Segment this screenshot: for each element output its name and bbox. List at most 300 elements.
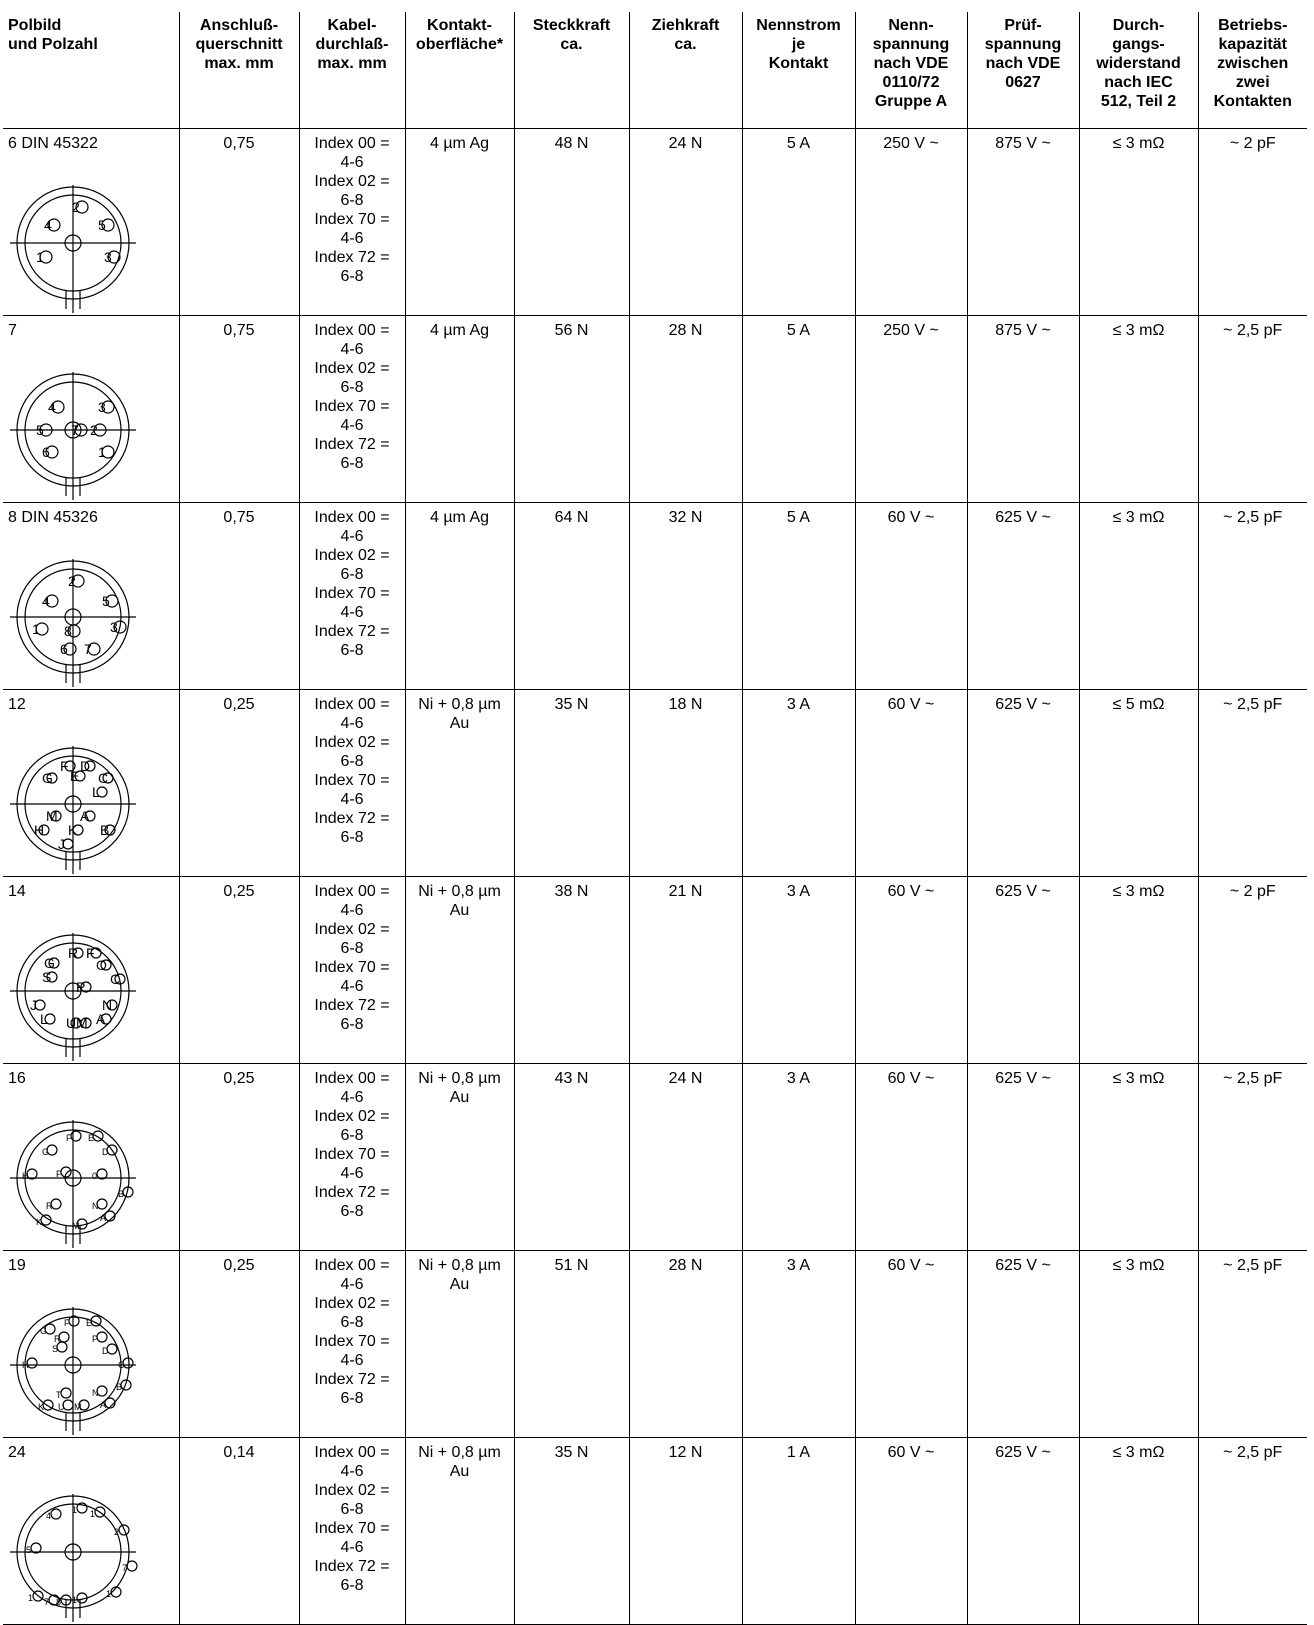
pin-contact: [51, 1199, 61, 1209]
cable-index-line: 4-6: [340, 604, 364, 621]
cell-ziehkraft: [629, 129, 742, 316]
cable-index-line: 4-6: [340, 1539, 364, 1556]
cable-index-line: Index 72 =: [314, 249, 390, 266]
pin-contact: [127, 1561, 137, 1571]
pin-contact: [59, 1332, 69, 1342]
kapazitaet-value: ~ 2,5 pF: [1223, 1257, 1283, 1274]
nennstrom-value: 3 A: [786, 1070, 811, 1087]
kapazitaet-value: ~ 2,5 pF: [1223, 509, 1283, 526]
kapazitaet-value: ~ 2 pF: [1229, 135, 1276, 152]
pin-contact: [97, 1332, 107, 1342]
cell-widerstand: [1079, 1064, 1198, 1251]
cell-querschnitt: [179, 503, 299, 690]
pin-label: 1: [72, 1595, 78, 1605]
nennspannung-value: 60 V ~: [887, 696, 935, 713]
cell-ziehkraft: [629, 690, 742, 877]
cable-index-line: Index 00 =: [314, 1070, 390, 1087]
cable-index-line: Index 70 =: [314, 1333, 390, 1350]
cable-index-line: 6-8: [340, 1127, 364, 1144]
cell-nennstrom: [742, 503, 855, 690]
cable-index-line: 4-6: [340, 1463, 364, 1480]
cell-kapazitaet: [1198, 129, 1307, 316]
cable-index-line: 6-8: [340, 1390, 364, 1407]
querschnitt-value: 0,75: [223, 509, 255, 526]
cable-index-line: Index 72 =: [314, 436, 390, 453]
cable-index-line: Index 02 =: [314, 173, 390, 190]
cell-widerstand: [1079, 316, 1198, 503]
cell-polbild: [3, 129, 179, 316]
cable-index-line: 4-6: [340, 1165, 364, 1182]
cell-kapazitaet: [1198, 690, 1307, 877]
pin-label: 6: [60, 641, 68, 657]
widerstand-value: ≤ 3 mΩ: [1112, 883, 1165, 900]
pin-contact: [107, 1344, 117, 1354]
pin-label: K: [38, 1402, 45, 1412]
cable-index-line: 4-6: [340, 978, 364, 995]
pin-label: M: [46, 808, 58, 824]
nennstrom-value: 5 A: [786, 135, 811, 152]
cell-kabeldurchlass: [299, 316, 405, 503]
polzahl-label: 8 DIN 45326: [8, 509, 98, 526]
cell-nennspannung: [855, 1438, 967, 1625]
cell-widerstand: [1079, 1438, 1198, 1625]
cell-nennspannung: [855, 129, 967, 316]
cable-index-line: 4-6: [340, 791, 364, 808]
table-body: [3, 129, 1307, 1625]
header-widerstand: Durch- gangs- widerstand nach IEC 512, Teil 2: [1079, 12, 1198, 129]
cell-polbild: [3, 1438, 179, 1625]
pin-label: 5: [98, 217, 106, 233]
table-row: [3, 316, 1307, 503]
oberflaeche-value: Ni + 0,8 µm Au: [418, 696, 501, 732]
ziehkraft-value: 18 N: [668, 696, 703, 713]
pin-label: 3: [104, 249, 112, 265]
pin-label: O: [96, 957, 107, 973]
cell-kapazitaet: [1198, 1064, 1307, 1251]
cell-nennstrom: [742, 1251, 855, 1438]
querschnitt-value: 0,25: [223, 1257, 255, 1274]
cable-index-line: 6-8: [340, 1016, 364, 1033]
ziehkraft-value: 21 N: [668, 883, 703, 900]
header-row: [3, 12, 1307, 129]
pin-label: F: [66, 1133, 72, 1143]
nennstrom-value: 1 A: [786, 1444, 811, 1461]
cell-pruefspannung: [967, 129, 1079, 316]
pin-contact: [123, 1358, 133, 1368]
cable-index-line: 4-6: [340, 341, 364, 358]
pin-label: G: [42, 1147, 50, 1157]
kapazitaet-value: ~ 2 pF: [1229, 883, 1276, 900]
cell-ziehkraft: [629, 877, 742, 1064]
pin-label: H: [22, 1171, 29, 1181]
cell-widerstand: [1079, 690, 1198, 877]
cell-kapazitaet: [1198, 877, 1307, 1064]
cell-pruefspannung: [967, 877, 1079, 1064]
cell-nennspannung: [855, 1064, 967, 1251]
pruefspannung-value: 625 V ~: [995, 696, 1051, 713]
cell-kapazitaet: [1198, 316, 1307, 503]
connector-pinout-diagram: [8, 1474, 158, 1624]
cable-index-line: Index 00 =: [314, 135, 390, 152]
pin-label: 4: [42, 593, 50, 609]
cell-kabeldurchlass: [299, 690, 405, 877]
polzahl-label: 16: [8, 1070, 26, 1087]
cable-index-line: Index 70 =: [314, 398, 390, 415]
connector-pinout-diagram: [8, 165, 158, 315]
cable-index-line: Index 02 =: [314, 1482, 390, 1499]
pin-contact: [97, 1199, 107, 1209]
header-querschnitt: Anschluß- querschnitt max. mm: [179, 12, 299, 129]
cable-index-line: 4-6: [340, 154, 364, 171]
cable-index-line: Index 72 =: [314, 1184, 390, 1201]
cable-index-line: 6-8: [340, 192, 364, 209]
polzahl-label: 6 DIN 45322: [8, 135, 98, 152]
oberflaeche-value: 4 µm Ag: [429, 135, 490, 152]
connector-pinout-diagram: [8, 913, 158, 1063]
cable-index-line: 6-8: [340, 1203, 364, 1220]
pin-label: 2: [72, 199, 80, 215]
cable-index-line: 4-6: [340, 230, 364, 247]
pin-label: D: [102, 1147, 109, 1157]
pin-label: 7: [44, 1597, 50, 1607]
oberflaeche-value: Ni + 0,8 µm Au: [418, 1257, 501, 1293]
kapazitaet-value: ~ 2,5 pF: [1223, 322, 1283, 339]
nennstrom-value: 3 A: [786, 696, 811, 713]
steckkraft-value: 64 N: [554, 509, 589, 526]
cable-index-line: 6-8: [340, 379, 364, 396]
steckkraft-value: 48 N: [554, 135, 589, 152]
pin-label: 2: [114, 1527, 120, 1537]
cable-index-line: Index 00 =: [314, 322, 390, 339]
header-steckkraft: Steckkraft ca.: [514, 12, 629, 129]
cell-nennspannung: [855, 503, 967, 690]
polzahl-label: 7: [8, 322, 17, 339]
pin-label: 0: [92, 1171, 98, 1181]
pin-label: 5: [102, 593, 110, 609]
cable-index-line: Index 70 =: [314, 211, 390, 228]
pin-contact: [51, 1509, 61, 1519]
cell-steckkraft: [514, 1438, 629, 1625]
cell-kabeldurchlass: [299, 1064, 405, 1251]
pruefspannung-value: 625 V ~: [995, 1257, 1051, 1274]
pin-label: B: [118, 1189, 125, 1199]
nennspannung-value: 60 V ~: [887, 1444, 935, 1461]
pin-label: 1: [106, 1589, 112, 1599]
pin-label: M: [74, 1402, 82, 1412]
oberflaeche-value: Ni + 0,8 µm Au: [418, 1070, 501, 1106]
cable-index-line: Index 72 =: [314, 997, 390, 1014]
pin-label: N: [102, 997, 113, 1013]
pin-label: 1: [90, 1509, 96, 1519]
cell-ziehkraft: [629, 503, 742, 690]
oberflaeche-value: 4 µm Ag: [429, 509, 490, 526]
cable-index-line: 6-8: [340, 1501, 364, 1518]
connector-pinout-diagram: [8, 352, 158, 502]
cell-steckkraft: [514, 690, 629, 877]
cable-index-line: Index 70 =: [314, 585, 390, 602]
pin-label: C: [110, 971, 121, 987]
cell-nennstrom: [742, 1438, 855, 1625]
querschnitt-value: 0,75: [223, 322, 255, 339]
cable-index-line: Index 70 =: [314, 1520, 390, 1537]
steckkraft-value: 51 N: [554, 1257, 589, 1274]
pin-label: E: [70, 768, 80, 784]
cell-nennspannung: [855, 690, 967, 877]
pin-label: 6: [42, 444, 50, 460]
cell-kabeldurchlass: [299, 1438, 405, 1625]
header-nennspannung: Nenn- spannung nach VDE 0110/72 Gruppe A: [855, 12, 967, 129]
pin-label: F: [60, 758, 69, 774]
cable-index-line: Index 00 =: [314, 883, 390, 900]
table-row: [3, 877, 1307, 1064]
widerstand-value: ≤ 3 mΩ: [1112, 135, 1165, 152]
pin-contact: [61, 1388, 71, 1398]
cell-widerstand: [1079, 1251, 1198, 1438]
cable-index-line: Index 70 =: [314, 772, 390, 789]
cell-querschnitt: [179, 1064, 299, 1251]
cell-oberflaeche: [405, 129, 514, 316]
pin-label: P: [56, 1169, 63, 1179]
widerstand-value: ≤ 5 mΩ: [1112, 696, 1165, 713]
connector-pinout-diagram: [8, 539, 158, 689]
pin-label: 1: [36, 249, 44, 265]
header-ziehkraft: Ziehkraft ca.: [629, 12, 742, 129]
pin-label: T: [56, 1390, 62, 1400]
pin-label: 1: [32, 621, 40, 637]
table-row: [3, 129, 1307, 316]
cell-pruefspannung: [967, 1064, 1079, 1251]
pruefspannung-value: 625 V ~: [995, 509, 1051, 526]
cell-oberflaeche: [405, 877, 514, 1064]
cable-index-line: 4-6: [340, 902, 364, 919]
cable-index-line: 4-6: [340, 528, 364, 545]
ziehkraft-value: 32 N: [668, 509, 703, 526]
connector-spec-table: [3, 12, 1307, 1625]
cable-index-line: Index 00 =: [314, 696, 390, 713]
cable-index-line: 6-8: [340, 642, 364, 659]
cable-index-line: 4-6: [340, 1352, 364, 1369]
pin-label: D: [80, 758, 91, 774]
cell-steckkraft: [514, 316, 629, 503]
pin-contact: [63, 1400, 73, 1410]
nennstrom-value: 3 A: [786, 1257, 811, 1274]
pin-label: A: [100, 1400, 107, 1410]
cell-oberflaeche: [405, 1064, 514, 1251]
cable-index-line: Index 02 =: [314, 734, 390, 751]
ziehkraft-value: 28 N: [668, 1257, 703, 1274]
steckkraft-value: 43 N: [554, 1070, 589, 1087]
pin-label: G: [44, 955, 55, 971]
cable-index-line: Index 00 =: [314, 1257, 390, 1274]
pin-label: 3: [98, 399, 106, 415]
cable-index-line: 6-8: [340, 829, 364, 846]
querschnitt-value: 0,25: [223, 1070, 255, 1087]
cell-ziehkraft: [629, 1064, 742, 1251]
table-row: [3, 690, 1307, 877]
pin-label: 8: [56, 1597, 62, 1607]
cell-oberflaeche: [405, 690, 514, 877]
pin-label: 7: [84, 641, 92, 657]
pin-label: C: [118, 1360, 125, 1370]
cable-index-line: Index 70 =: [314, 1146, 390, 1163]
pin-label: 5: [26, 1545, 32, 1555]
pin-label: G: [40, 1326, 48, 1336]
nennspannung-value: 250 V ~: [883, 135, 939, 152]
cell-kapazitaet: [1198, 503, 1307, 690]
cable-index-line: 6-8: [340, 566, 364, 583]
pruefspannung-value: 625 V ~: [995, 1444, 1051, 1461]
pin-label: 5: [36, 422, 44, 438]
pin-label: 3: [110, 619, 118, 635]
kapazitaet-value: ~ 2,5 pF: [1223, 1070, 1283, 1087]
pin-contact: [57, 1342, 67, 1352]
polzahl-label: 14: [8, 883, 26, 900]
cable-index-line: Index 02 =: [314, 547, 390, 564]
polzahl-label: 12: [8, 696, 26, 713]
pruefspannung-value: 625 V ~: [995, 883, 1051, 900]
cell-kabeldurchlass: [299, 1251, 405, 1438]
pin-label: 1: [72, 1505, 78, 1515]
cable-index-line: Index 00 =: [314, 1444, 390, 1461]
connector-pinout-diagram: [8, 726, 158, 876]
cell-kabeldurchlass: [299, 129, 405, 316]
ziehkraft-value: 28 N: [668, 322, 703, 339]
pin-label: M: [76, 1015, 88, 1031]
pin-label: E: [86, 1318, 93, 1328]
connector-pinout-diagram: [8, 1100, 158, 1250]
pin-label: L: [40, 1011, 48, 1027]
pin-contact: [27, 1358, 37, 1368]
cell-pruefspannung: [967, 503, 1079, 690]
pin-label: U: [58, 1402, 65, 1412]
kapazitaet-value: ~ 2,5 pF: [1223, 1444, 1283, 1461]
pin-label: K: [36, 1217, 43, 1227]
pin-label: 2: [90, 422, 98, 438]
pin-label: D: [102, 1346, 109, 1356]
cell-nennstrom: [742, 129, 855, 316]
cell-kabeldurchlass: [299, 503, 405, 690]
cell-kapazitaet: [1198, 1438, 1307, 1625]
cell-nennstrom: [742, 316, 855, 503]
cell-nennstrom: [742, 1064, 855, 1251]
widerstand-value: ≤ 3 mΩ: [1112, 1257, 1165, 1274]
pin-label: 1: [98, 444, 106, 460]
cell-querschnitt: [179, 1251, 299, 1438]
header-kapazitaet: Betriebs- kapazität zwischen zwei Kontakten: [1198, 12, 1307, 129]
pin-label: A: [100, 1213, 107, 1223]
pin-label: M: [72, 1221, 80, 1231]
pin-label: R: [46, 1201, 53, 1211]
cable-index-line: 6-8: [340, 268, 364, 285]
cable-index-line: Index 02 =: [314, 1295, 390, 1312]
nennspannung-value: 60 V ~: [887, 883, 935, 900]
cell-querschnitt: [179, 877, 299, 1064]
pin-label: J: [30, 997, 37, 1013]
cell-widerstand: [1079, 877, 1198, 1064]
oberflaeche-value: Ni + 0,8 µm Au: [418, 883, 501, 919]
pin-label: N: [92, 1388, 99, 1398]
cable-index-line: 4-6: [340, 417, 364, 434]
cell-nennstrom: [742, 877, 855, 1064]
cell-polbild: [3, 690, 179, 877]
nennspannung-value: 60 V ~: [887, 1257, 935, 1274]
ziehkraft-value: 12 N: [668, 1444, 703, 1461]
pin-label: S: [52, 1344, 59, 1354]
pin-label: H: [22, 1360, 29, 1370]
cell-steckkraft: [514, 1251, 629, 1438]
pin-contact: [43, 1400, 53, 1410]
header-nennstrom: Nennstrom je Kontakt: [742, 12, 855, 129]
cable-index-line: 4-6: [340, 715, 364, 732]
pin-label: 2: [68, 573, 76, 589]
cell-widerstand: [1079, 503, 1198, 690]
pin-label: F: [64, 1318, 70, 1328]
pin-label: A: [96, 1011, 106, 1027]
querschnitt-value: 0,75: [223, 135, 255, 152]
cell-nennspannung: [855, 877, 967, 1064]
steckkraft-value: 56 N: [554, 322, 589, 339]
cell-widerstand: [1079, 129, 1198, 316]
cell-pruefspannung: [967, 1251, 1079, 1438]
header-polbild: Polbild und Polzahl: [3, 12, 179, 129]
pin-label: K: [68, 822, 78, 838]
pin-label: 7: [122, 1563, 128, 1573]
pin-label: 7: [71, 422, 79, 438]
cell-oberflaeche: [405, 503, 514, 690]
cable-index-line: 4-6: [340, 1276, 364, 1293]
cable-index-line: 6-8: [340, 753, 364, 770]
cell-polbild: [3, 316, 179, 503]
oberflaeche-value: 4 µm Ag: [429, 322, 490, 339]
pruefspannung-value: 875 V ~: [995, 135, 1051, 152]
table-row: [3, 1251, 1307, 1438]
cell-nennstrom: [742, 690, 855, 877]
header-kabeldurchlass: Kabel- durchlaß- max. mm: [299, 12, 405, 129]
cell-steckkraft: [514, 1064, 629, 1251]
cell-steckkraft: [514, 877, 629, 1064]
cell-ziehkraft: [629, 1251, 742, 1438]
cable-index-line: Index 70 =: [314, 959, 390, 976]
cell-kapazitaet: [1198, 1251, 1307, 1438]
cable-index-line: 6-8: [340, 1577, 364, 1594]
widerstand-value: ≤ 3 mΩ: [1112, 1070, 1165, 1087]
cable-index-line: 4-6: [340, 1089, 364, 1106]
pin-label: J: [58, 836, 65, 852]
cable-index-line: Index 72 =: [314, 1558, 390, 1575]
pin-label: 4: [46, 1511, 52, 1521]
ziehkraft-value: 24 N: [668, 1070, 703, 1087]
cell-polbild: [3, 503, 179, 690]
nennstrom-value: 5 A: [786, 322, 811, 339]
cell-ziehkraft: [629, 1438, 742, 1625]
table-row: [3, 1438, 1307, 1625]
pin-label: L: [92, 784, 100, 800]
cell-querschnitt: [179, 129, 299, 316]
cell-querschnitt: [179, 316, 299, 503]
cell-kabeldurchlass: [299, 877, 405, 1064]
cable-index-line: Index 72 =: [314, 810, 390, 827]
pin-label: B: [116, 1382, 123, 1392]
ziehkraft-value: 24 N: [668, 135, 703, 152]
nennstrom-value: 5 A: [786, 509, 811, 526]
pin-label: C: [98, 770, 109, 786]
cell-ziehkraft: [629, 316, 742, 503]
widerstand-value: ≤ 3 mΩ: [1112, 1444, 1165, 1461]
polzahl-label: 24: [8, 1444, 26, 1461]
pin-label: N: [92, 1201, 99, 1211]
pin-contact: [97, 1386, 107, 1396]
oberflaeche-value: Ni + 0,8 µm Au: [418, 1444, 501, 1480]
